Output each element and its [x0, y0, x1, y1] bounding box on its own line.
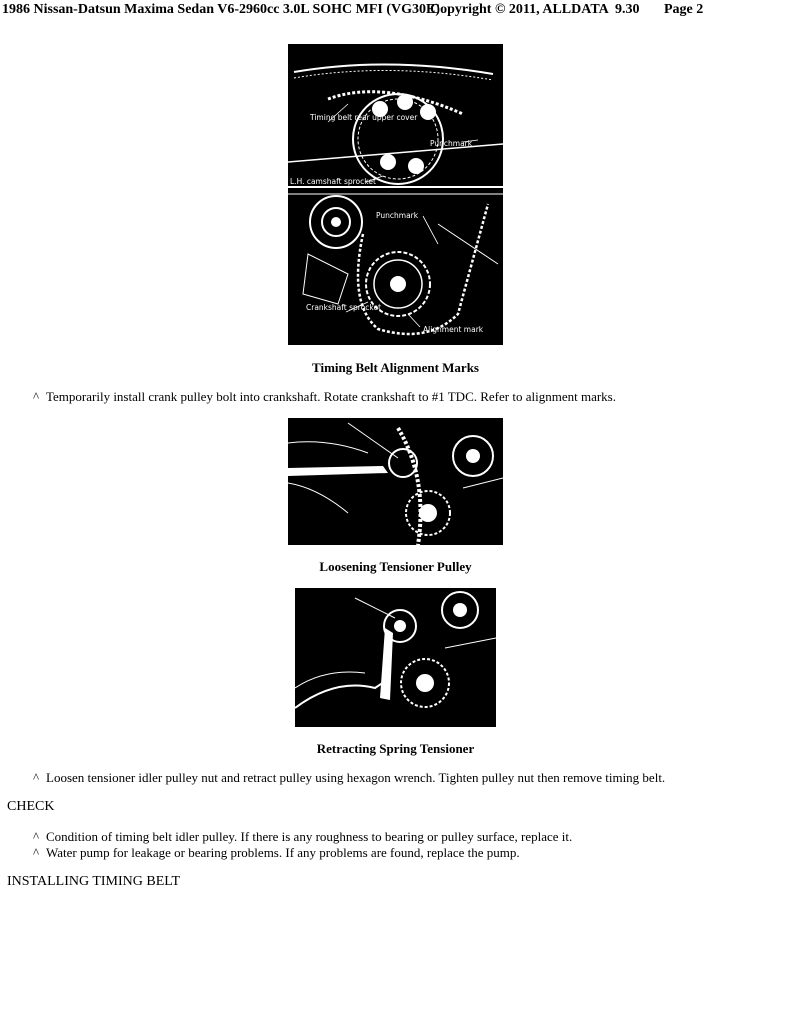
bullet-symbol: ^ [33, 829, 40, 844]
page-header [2, 1, 791, 19]
label-alignment-mark: Alignment mark [423, 325, 484, 334]
page-number: Page 2 [664, 2, 704, 17]
figure-caption: Retracting Spring Tensioner [316, 741, 475, 756]
label-crankshaft-sprocket: Crankshaft sprocket [306, 303, 382, 312]
loosening-tensioner-figure [288, 418, 503, 545]
check-item [33, 829, 572, 845]
version-number: 9.30 [615, 2, 640, 17]
instruction-item [33, 770, 665, 786]
bullet-symbol: ^ [33, 389, 40, 404]
bullet-symbol: ^ [33, 845, 40, 860]
label-punchmark-top: Punchmark [430, 139, 473, 148]
check-heading: CHECK [7, 799, 55, 814]
label-lh-camshaft-sprocket: L.H. camshaft sprocket [290, 177, 376, 186]
bullet-symbol: ^ [33, 770, 40, 785]
instruction-text: Temporarily install crank pulley bolt into crankshaft. Rotate crankshaft to #1 TDC. Refer to alignment marks. [46, 389, 616, 404]
check-item-text: Condition of timing belt idler pulley. If there is any roughness to bearing or pulley surface, replace it. [46, 829, 573, 844]
retracting-tensioner-image [295, 588, 496, 727]
timing-belt-alignment-figure [288, 44, 503, 345]
figure-caption: Loosening Tensioner Pulley [319, 559, 472, 574]
label-rear-cover: Timing belt rear upper cover [310, 113, 418, 122]
check-item [33, 845, 520, 861]
figure-caption: Timing Belt Alignment Marks [312, 360, 479, 375]
label-punchmark-bottom: Punchmark [376, 211, 419, 220]
copyright-text: Copyright © 2011, ALLDATA [430, 2, 609, 17]
installing-heading: INSTALLING TIMING BELT [7, 874, 181, 889]
document-title: 1986 Nissan-Datsun Maxima Sedan V6-2960cc 3.0L SOHC MFI (VG30E) [2, 2, 441, 17]
instruction-text: Loosen tensioner idler pulley nut and retract pulley using hexagon wrench. Tighten pulley nut then remove timing belt. [46, 770, 666, 785]
loosening-tensioner-image [288, 418, 503, 545]
timing-belt-alignment-diagram [288, 44, 503, 345]
instruction-item [33, 389, 616, 405]
check-item-text: Water pump for leakage or bearing problems. If any problems are found, replace the pump. [46, 845, 520, 860]
retracting-tensioner-figure [295, 588, 496, 727]
